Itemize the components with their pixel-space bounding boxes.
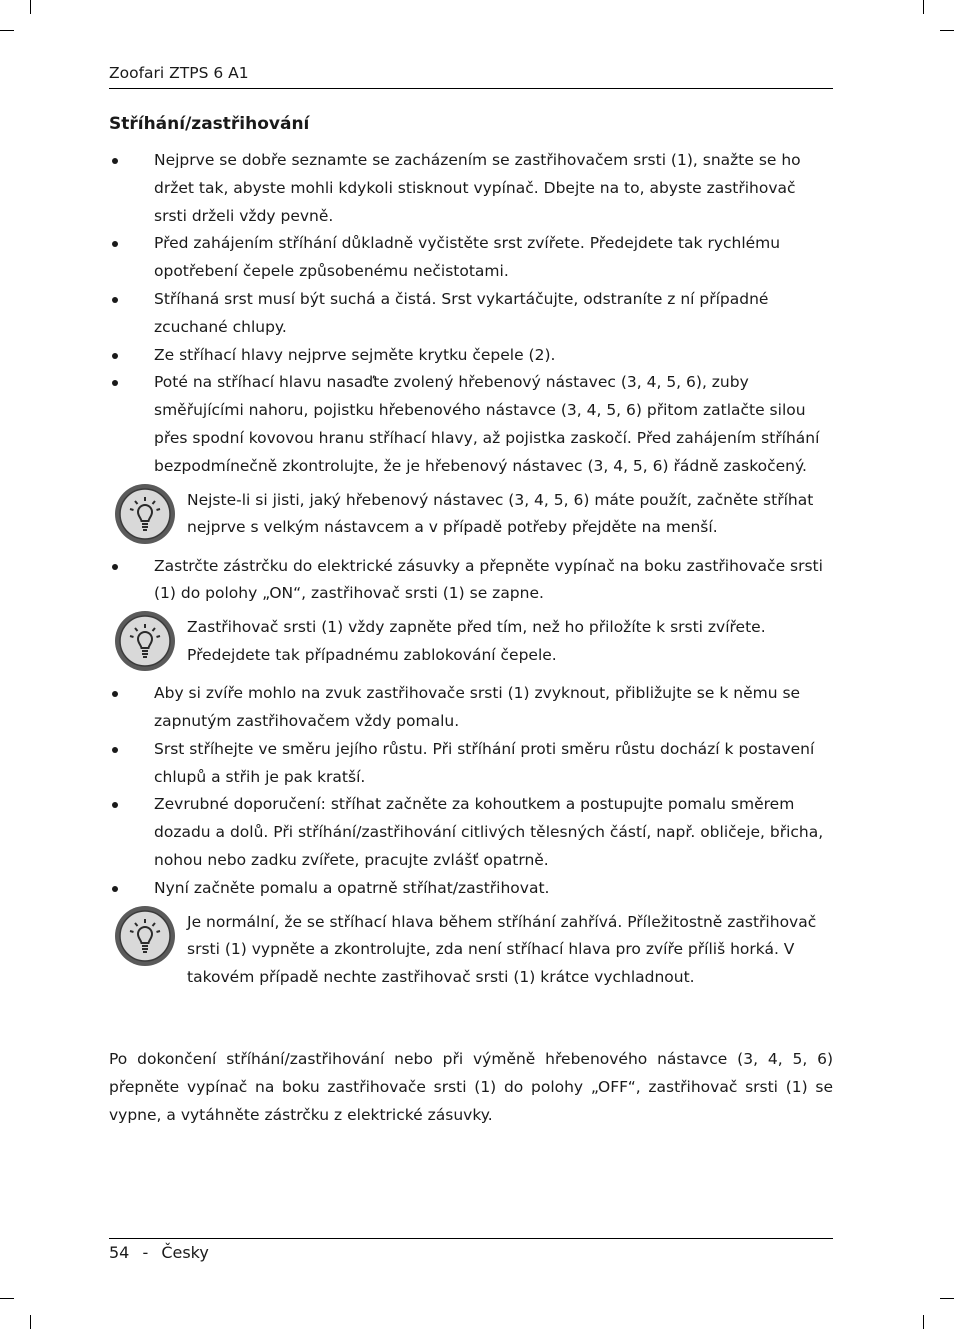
crop-mark [923,0,924,14]
bullet-item: Před zahájením stříhání důkladně vyčistěte srst zvířete. Předejdete tak rychlému opotřebení čepele způsobenému nečistotami. [109,230,833,286]
bullet-item: Zastrčte zástrčku do elektrické zásuvky a přepněte vypínač na boku zastřihovače srsti (1) do polohy „ON“, zastřihovač srsti (1) se zapne. [109,553,833,609]
bullet-item: Poté na stříhací hlavu nasaďte zvolený hřebenový nástavec (3, 4, 5, 6), zuby směřujícími nahoru, pojistku hřebenového nástavce (3, 4, 5, 6) přitom zatlačte silou přes spodní kovovou hranu stříhací hlavy, až pojistka zaskočí. Před zahájením stříhání bezpodmínečně zkontrolujte, že je hřebenový nástavec (3, 4, 5, 6) řádně zaskočený. [109,369,833,480]
bullet-item: Srst stříhejte ve směru jejího růstu. Při stříhání proti směru růstu dochází k postavení chlupů a střih je pak kratší. [109,736,833,792]
crop-mark [923,1315,924,1329]
page-header [109,64,833,89]
bullet-item: Nyní začněte pomalu a opatrně stříhat/zastřihovat. [109,875,833,903]
crop-mark [0,30,14,31]
bullet-item: Ze stříhací hlavy nejprve sejměte krytku čepele (2). [109,342,833,370]
section-title: Stříhání/zastřihování [109,114,310,134]
bullet-item: Stříhaná srst musí být suchá a čistá. Srst vykartáčujte, odstraníte z ní případné zcuchané chlupy. [109,286,833,342]
footer-separator: - [142,1243,149,1262]
tip-text: Je normální, že se stříhací hlava během stříhání zahřívá. Příležitostně zastřihovač srsti (1) vypněte a zkontrolujte, zda není stříhací hlava pro zvíře příliš horká. V takovém případě nechte zastřihovač srsti (1) krátce vychladnout. [187,912,817,987]
product-name: Zoofari ZTPS 6 A1 [109,64,249,82]
lightbulb-tip-icon [113,904,177,968]
crop-mark [30,0,31,14]
tip-text: Zastřihovač srsti (1) vždy zapněte před tím, než ho přiložíte k srsti zvířete. Předejdete tak případnému zablokování čepele. [187,618,766,664]
crop-mark [940,30,954,31]
footer-language: Česky [161,1243,209,1262]
instruction-list [109,147,833,1129]
lightbulb-tip-icon [113,609,177,673]
crop-mark [30,1315,31,1329]
bullet-item: Aby si zvíře mohlo na zvuk zastřihovače srsti (1) zvyknout, přibližujte se k němu se zapnutým zastřihovačem vždy pomalu. [109,680,833,736]
bullet-item: Nejprve se dobře seznamte se zacházením se zastřihovačem srsti (1), snažte se ho držet tak, abyste mohli kdykoli stisknout vypínač. Dbejte na to, abyste zastřihovač srsti drželi vždy pevně. [109,147,833,230]
page-footer [109,1238,833,1262]
lightbulb-tip-icon [113,482,177,546]
tip-text: Nejste-li si jisti, jaký hřebenový nástavec (3, 4, 5, 6) máte použít, začněte stříhat nejprve s velkým nástavcem a v případě potřeby přejděte na menší. [187,490,814,537]
page-number: 54 [109,1243,130,1262]
tip-note [109,487,833,547]
closing-paragraph: Po dokončení stříhání/zastřihování nebo při výměně hřebenového nástavce (3, 4, 5, 6) přepněte vypínač na boku zastřihovače srsti (1) do polohy „OFF“, zastřihovač srsti (1) se vypne, a vytáhněte zástrčku z elektrické zásuvky. [109,1049,833,1124]
tip-note [109,614,833,674]
tip-note [109,909,833,992]
spacer [109,998,833,1046]
crop-mark [940,1298,954,1299]
crop-mark [0,1298,14,1299]
bullet-item: Zevrubné doporučení: stříhat začněte za kohoutkem a postupujte pomalu směrem dozadu a dolů. Při stříhání/zastřihování citlivých tělesných částí, např. obličeje, břicha, nohou nebo zadku zvířete, pracujte zvlášť opatrně. [109,791,833,874]
